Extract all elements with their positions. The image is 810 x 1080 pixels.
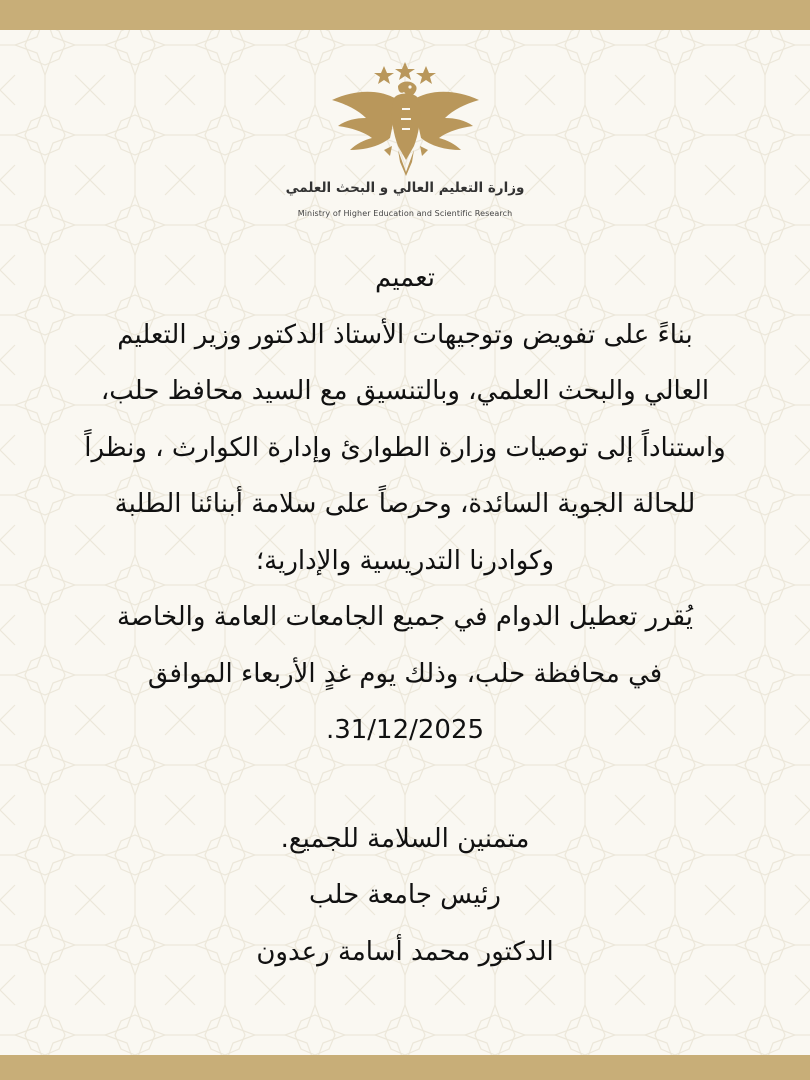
body-line-date: 31/12/2025. — [325, 715, 485, 745]
body-line: يُقرر تعطيل الدوام في جميع الجامعات العامة والخاصة — [117, 602, 693, 632]
signatory-name: الدكتور محمد أسامة رعدون — [256, 936, 554, 967]
ministry-name-arabic: وزارة التعليم العالي و البحث العلمي — [285, 180, 525, 196]
body-line: واستناداً إلى توصيات وزارة الطوارئ وإدارة الكوارث ، ونظراً — [84, 432, 726, 463]
bottom-gold-bar — [0, 1055, 810, 1080]
circular-title: تعميم — [375, 263, 435, 293]
circular-content — [18, 250, 792, 980]
signatory-position: رئيس جامعة حلب — [309, 880, 501, 910]
eagle-emblem-icon — [328, 0, 483, 180]
body-line: للحالة الجوية السائدة، وحرصاً على سلامة أبنائنا الطلبة — [114, 489, 696, 519]
body-line: بناءً على تفويض وتوجيهات الأستاذ الدكتور وزير التعليم — [117, 319, 693, 350]
body-line: وكوادرنا التدريسية والإدارية؛ — [255, 545, 555, 576]
body-line: العالي والبحث العلمي، وبالتنسيق مع السيد محافظ حلب، — [100, 376, 710, 406]
spacer — [18, 759, 792, 811]
closing-wishes: متمنين السلامة للجميع. — [280, 823, 530, 854]
ministry-name-english: Ministry of Higher Education and Scientific Research — [297, 209, 513, 218]
body-line: في محافظة حلب، وذلك يوم غدٍ الأربعاء الموافق — [147, 658, 663, 689]
